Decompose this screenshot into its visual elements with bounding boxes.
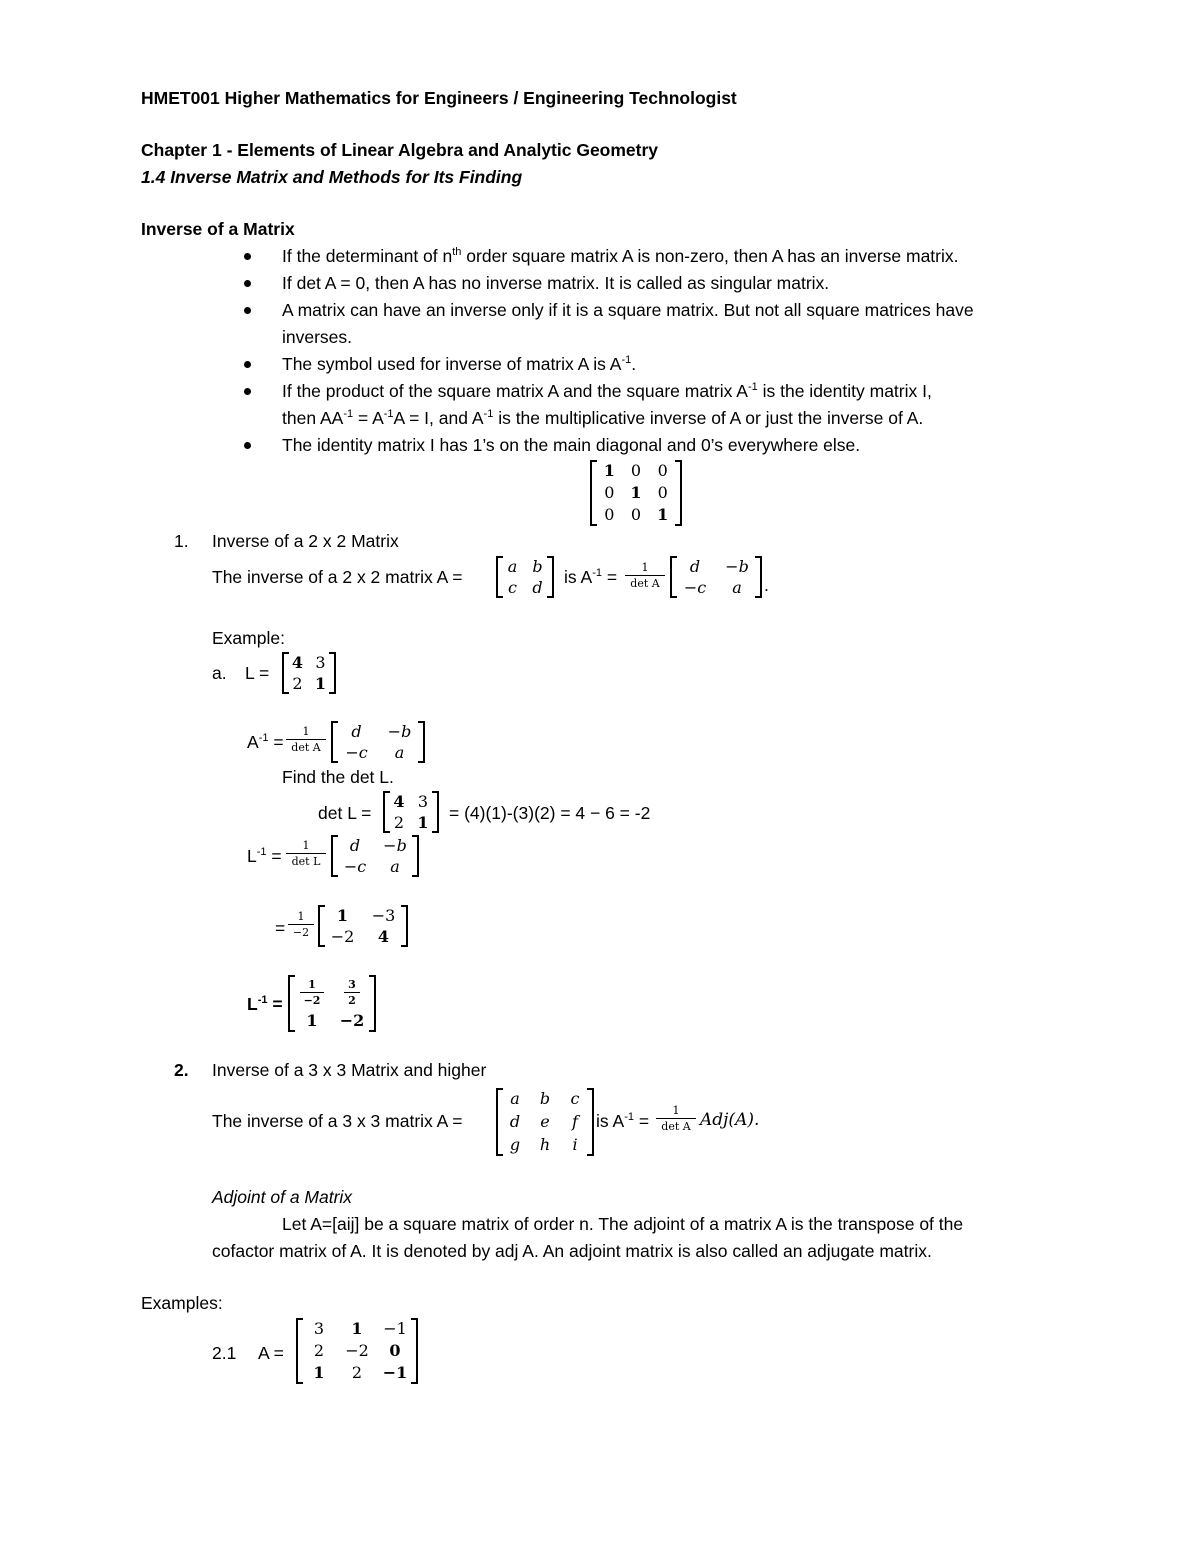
matrix-l-inverse-result xyxy=(288,975,376,1032)
bullet-5-line2: then $AA^{-1} = A^{-1}A = I$, and $A^{-1}$ is the multiplicative inverse of A or just the inverse of A. xyxy=(282,408,924,428)
bullet-icon xyxy=(244,253,251,260)
bullet-icon xyxy=(244,307,251,314)
fraction: 1 det L xyxy=(286,840,326,867)
matrix-cell: a xyxy=(390,856,400,876)
matrix-cell: 0 xyxy=(657,461,668,480)
adj-expression: Adj(A). xyxy=(700,1110,760,1130)
adjugate-matrix xyxy=(331,835,419,877)
bullet-3-line1: A matrix can have an inverse only if it is a square matrix. But not all square matrices have xyxy=(282,300,974,320)
adjoint-heading: Adjoint of a Matrix xyxy=(212,1187,353,1207)
adjugate-matrix xyxy=(670,556,762,598)
matrix-cell: 1 xyxy=(306,1010,318,1030)
matrix-cell: −3 xyxy=(371,905,396,925)
examples-heading: Examples: xyxy=(141,1293,223,1313)
bullet-1: If the determinant of $n^{th}$ order square matrix A is non-zero, then A has an inverse matrix. xyxy=(282,246,959,266)
det-l-label: det L = xyxy=(318,803,372,823)
fraction: $\frac{3}{2}$ xyxy=(344,979,360,1006)
matrix-cell: 0 xyxy=(604,505,615,524)
fraction: 1 det A xyxy=(656,1105,696,1132)
matrix-cell: a xyxy=(510,1089,520,1109)
example-matrix-a xyxy=(296,1318,418,1384)
matrix-cell: −2 xyxy=(339,1010,365,1030)
matrix-cell: 0 xyxy=(630,505,642,524)
course-title: HMET001 Higher Mathematics for Engineers / Engineering Technologist xyxy=(141,88,737,108)
matrix-cell: 0 xyxy=(389,1341,401,1360)
matrix-l-det xyxy=(383,791,439,833)
matrix-cell: 1 xyxy=(313,1363,325,1382)
matrix-cell: g xyxy=(509,1134,521,1154)
matrix-cell: f xyxy=(572,1111,578,1131)
matrix-cell: −b xyxy=(725,556,749,576)
matrix-cell: a xyxy=(394,742,405,762)
matrix-cell: 2 xyxy=(313,1341,325,1360)
matrix-cell: d xyxy=(532,577,543,597)
matrix-cell: −b xyxy=(387,721,412,741)
l-inverse-final-label: $L^{-1}$ = xyxy=(247,994,283,1014)
matrix-cell: 3 xyxy=(417,791,429,811)
matrix-cell: d xyxy=(349,835,361,855)
bullet-icon xyxy=(244,280,251,287)
det-l-calculation: = (4)(1)-(3)(2) = 4 − 6 = -2 xyxy=(449,803,651,823)
matrix-cell: 1 xyxy=(630,483,642,502)
matrix-cell: 3 xyxy=(315,652,326,672)
matrix-cell: 3 xyxy=(313,1319,325,1338)
matrix-cell: 2 xyxy=(393,812,405,832)
equals-sign: = xyxy=(275,918,286,938)
matrix-cell: 1 xyxy=(351,1319,363,1338)
matrix-cell: d xyxy=(509,1111,521,1131)
matrix-cell: 2 xyxy=(351,1363,363,1382)
section2-number: 2. xyxy=(174,1060,189,1080)
bullet-icon xyxy=(244,442,251,449)
bullet-5-line1: If the product of the square matrix A and the square matrix $A^{-1}$ is the identity matrix I, xyxy=(282,381,932,401)
matrix-cell: i xyxy=(572,1134,578,1154)
fraction: 1 det A xyxy=(625,562,665,589)
section1-formula-text: The inverse of a 2 x 2 matrix A = xyxy=(212,567,463,587)
matrix-cell: −1 xyxy=(383,1319,407,1338)
matrix-cell: −2 xyxy=(330,926,355,946)
bullet-icon xyxy=(244,388,251,395)
matrix-cell: 1 xyxy=(336,905,349,925)
a-inverse-label: $A^{-1}$ = xyxy=(247,732,284,752)
bullet-6: The identity matrix I has 1’s on the main diagonal and 0’s everywhere else. xyxy=(282,435,861,455)
matrix-cell: c xyxy=(508,577,517,597)
section1-number: 1. xyxy=(174,531,189,551)
matrix-substituted xyxy=(318,905,408,947)
matrix-l xyxy=(282,652,336,694)
chapter-title: Chapter 1 - Elements of Linear Algebra and Analytic Geometry xyxy=(141,140,659,160)
bullet-3-line2: inverses. xyxy=(282,327,353,347)
matrix-cell: 4 xyxy=(291,652,304,672)
matrix-cell: d xyxy=(689,556,701,576)
section-title: 1.4 Inverse Matrix and Methods for Its Finding xyxy=(141,167,523,187)
bullet-4: The symbol used for inverse of matrix A is $A^{-1}$. xyxy=(282,354,637,374)
section1-is-inverse: is $A^{-1}$ = xyxy=(564,567,618,587)
matrix-cell: e xyxy=(540,1111,550,1131)
fraction: 1 det A xyxy=(286,726,326,753)
matrix-cell: h xyxy=(539,1134,551,1154)
matrix-cell: 0 xyxy=(630,461,642,480)
matrix-cell: 0 xyxy=(657,483,668,502)
matrix-cell: 1 xyxy=(417,812,429,832)
matrix-cell: b xyxy=(532,556,543,576)
matrix-cell: −2 xyxy=(345,1341,369,1360)
matrix-cell: a xyxy=(732,577,742,597)
l-equals: L = xyxy=(245,663,270,683)
matrix-cell: −1 xyxy=(382,1363,408,1382)
section2-is-inverse: is $A^{-1}$ = xyxy=(596,1111,650,1131)
l-inverse-label: $L^{-1}$ = xyxy=(247,846,282,866)
matrix-a-2x2 xyxy=(496,556,554,598)
example-a-label: a. xyxy=(212,663,227,683)
matrix-cell: −c xyxy=(683,577,707,597)
identity-matrix xyxy=(590,460,682,526)
adjoint-text-line1: Let A=[aij] be a square matrix of order n. The adjoint of a matrix A is the transpose of the xyxy=(282,1214,964,1234)
example-label: Example: xyxy=(212,628,285,648)
matrix-cell: c xyxy=(570,1089,580,1109)
period: . xyxy=(764,575,769,595)
matrix-cell: −c xyxy=(345,742,368,762)
a-equals: A = xyxy=(258,1343,284,1363)
matrix-cell: a xyxy=(507,556,518,576)
matrix-a-3x3 xyxy=(496,1088,594,1156)
find-det-text: Find the det L. xyxy=(282,767,394,787)
matrix-cell: 1 xyxy=(657,505,669,524)
example-number: 2.1 xyxy=(212,1343,237,1363)
inverse-heading: Inverse of a Matrix xyxy=(141,219,295,239)
fraction: $\frac{1}{-2}$ xyxy=(288,911,314,938)
adjoint-text-line2: cofactor matrix of A. It is denoted by adj A. An adjoint matrix is also called an adjugate matrix. xyxy=(212,1241,932,1261)
matrix-cell: 1 xyxy=(603,461,615,480)
matrix-cell: b xyxy=(539,1089,551,1109)
section2-formula-text: The inverse of a 3 x 3 matrix A = xyxy=(212,1111,463,1131)
matrix-cell: 2 xyxy=(292,673,303,693)
bullet-icon xyxy=(244,361,251,368)
matrix-cell: 0 xyxy=(604,483,615,502)
matrix-cell: 4 xyxy=(377,926,390,946)
matrix-cell: −c xyxy=(343,856,367,876)
section2-title: Inverse of a 3 x 3 Matrix and higher xyxy=(212,1060,487,1080)
fraction: $\frac{1}{-2}$ xyxy=(300,979,324,1006)
bullet-2: If det A = 0, then A has no inverse matrix. It is called as singular matrix. xyxy=(282,273,830,293)
matrix-cell: 1 xyxy=(314,673,327,693)
matrix-cell: 4 xyxy=(393,791,405,811)
section1-title: Inverse of a 2 x 2 Matrix xyxy=(212,531,399,551)
adjugate-matrix xyxy=(331,721,425,763)
matrix-cell: d xyxy=(351,721,362,741)
matrix-cell: −b xyxy=(383,835,407,855)
